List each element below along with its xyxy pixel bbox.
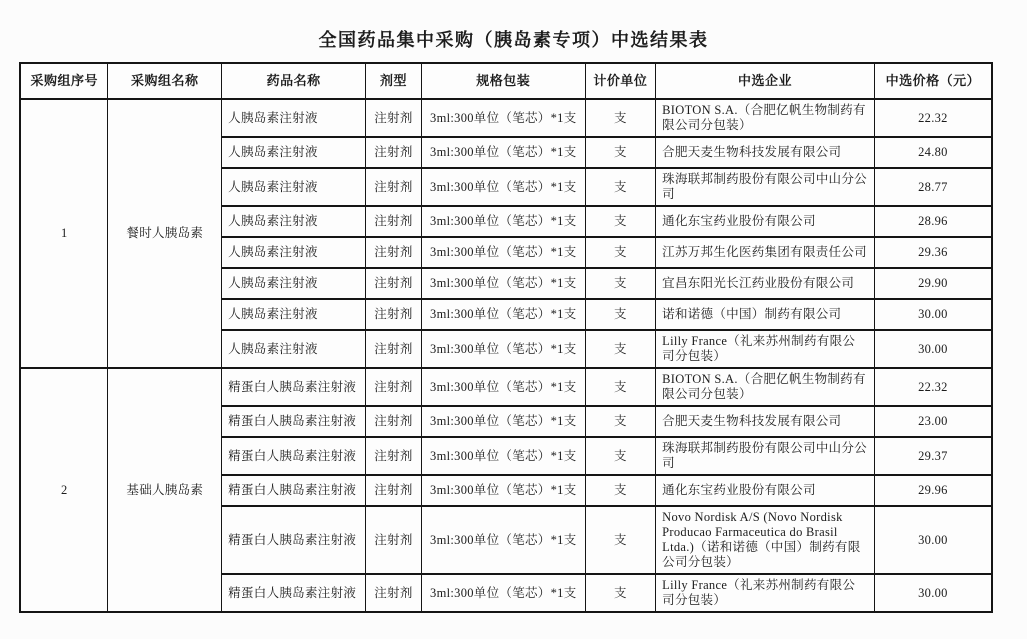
spec-package-cell: 3ml:300单位（笔芯）*1支 — [421, 368, 585, 406]
spec-package-cell: 3ml:300单位（笔芯）*1支 — [421, 206, 585, 237]
spec-package-cell: 3ml:300单位（笔芯）*1支 — [421, 406, 585, 437]
pricing-unit-cell: 支 — [585, 99, 655, 137]
drug-name-cell: 精蛋白人胰岛素注射液 — [222, 368, 366, 406]
company-cell: 合肥天麦生物科技发展有限公司 — [656, 406, 875, 437]
group-name-cell: 餐时人胰岛素 — [108, 99, 222, 368]
dosage-form-cell: 注射剂 — [366, 330, 422, 368]
table-row — [20, 99, 992, 137]
drug-name-cell: 精蛋白人胰岛素注射液 — [222, 437, 366, 475]
drug-name-cell: 人胰岛素注射液 — [222, 99, 366, 137]
drug-name-cell: 人胰岛素注射液 — [222, 168, 366, 206]
dosage-form-cell: 注射剂 — [366, 299, 422, 330]
drug-name-cell: 精蛋白人胰岛素注射液 — [222, 406, 366, 437]
dosage-form-cell: 注射剂 — [366, 475, 422, 506]
group-seq-cell: 1 — [20, 99, 108, 368]
company-cell: Lilly France（礼来苏州制药有限公司分包装） — [656, 574, 875, 612]
pricing-unit-cell: 支 — [585, 268, 655, 299]
dosage-form-cell: 注射剂 — [366, 406, 422, 437]
spec-package-cell: 3ml:300单位（笔芯）*1支 — [421, 299, 585, 330]
header-spec-package: 规格包装 — [421, 63, 585, 99]
price-cell: 30.00 — [874, 299, 992, 330]
price-cell: 29.36 — [874, 237, 992, 268]
company-cell: 通化东宝药业股份有限公司 — [656, 206, 875, 237]
price-cell: 22.32 — [874, 368, 992, 406]
pricing-unit-cell: 支 — [585, 237, 655, 268]
spec-package-cell: 3ml:300单位（笔芯）*1支 — [421, 574, 585, 612]
price-cell: 29.96 — [874, 475, 992, 506]
dosage-form-cell: 注射剂 — [366, 168, 422, 206]
spec-package-cell: 3ml:300单位（笔芯）*1支 — [421, 237, 585, 268]
price-cell: 24.80 — [874, 137, 992, 168]
company-cell: 珠海联邦制药股份有限公司中山分公司 — [656, 437, 875, 475]
price-cell: 28.77 — [874, 168, 992, 206]
pricing-unit-cell: 支 — [585, 475, 655, 506]
pricing-unit-cell: 支 — [585, 506, 655, 574]
price-cell: 29.37 — [874, 437, 992, 475]
pricing-unit-cell: 支 — [585, 368, 655, 406]
header-drug-name: 药品名称 — [222, 63, 366, 99]
pricing-unit-cell: 支 — [585, 299, 655, 330]
dosage-form-cell: 注射剂 — [366, 368, 422, 406]
spec-package-cell: 3ml:300单位（笔芯）*1支 — [421, 137, 585, 168]
drug-name-cell: 人胰岛素注射液 — [222, 237, 366, 268]
pricing-unit-cell: 支 — [585, 206, 655, 237]
price-cell: 23.00 — [874, 406, 992, 437]
header-pricing-unit: 计价单位 — [585, 63, 655, 99]
results-table-body — [20, 99, 992, 612]
dosage-form-cell: 注射剂 — [366, 506, 422, 574]
spec-package-cell: 3ml:300单位（笔芯）*1支 — [421, 475, 585, 506]
pricing-unit-cell: 支 — [585, 574, 655, 612]
page-title: 全国药品集中采购（胰岛素专项）中选结果表 — [318, 30, 709, 50]
group-name-cell: 基础人胰岛素 — [108, 368, 222, 612]
price-cell: 30.00 — [874, 574, 992, 612]
company-cell: BIOTON S.A.（合肥亿帆生物制药有限公司分包装） — [656, 99, 875, 137]
header-company: 中选企业 — [656, 63, 875, 99]
spec-package-cell: 3ml:300单位（笔芯）*1支 — [421, 506, 585, 574]
pricing-unit-cell: 支 — [585, 330, 655, 368]
company-cell: BIOTON S.A.（合肥亿帆生物制药有限公司分包装） — [656, 368, 875, 406]
company-cell: 合肥天麦生物科技发展有限公司 — [656, 137, 875, 168]
company-cell: 诺和诺德（中国）制药有限公司 — [656, 299, 875, 330]
pricing-unit-cell: 支 — [585, 406, 655, 437]
company-cell: Novo Nordisk A/S (Novo Nordisk Producao Farmaceutica do Brasil Ltda.)（诺和诺德（中国）制药有限公司分包装） — [656, 506, 875, 574]
spec-package-cell: 3ml:300单位（笔芯）*1支 — [421, 99, 585, 137]
price-cell: 30.00 — [874, 506, 992, 574]
drug-name-cell: 人胰岛素注射液 — [222, 268, 366, 299]
dosage-form-cell: 注射剂 — [366, 437, 422, 475]
table-row — [20, 368, 992, 406]
results-table — [19, 62, 993, 613]
group-seq-cell: 2 — [20, 368, 108, 612]
drug-name-cell: 人胰岛素注射液 — [222, 330, 366, 368]
dosage-form-cell: 注射剂 — [366, 206, 422, 237]
drug-name-cell: 人胰岛素注射液 — [222, 299, 366, 330]
spec-package-cell: 3ml:300单位（笔芯）*1支 — [421, 437, 585, 475]
price-cell: 29.90 — [874, 268, 992, 299]
dosage-form-cell: 注射剂 — [366, 574, 422, 612]
price-cell: 28.96 — [874, 206, 992, 237]
spec-package-cell: 3ml:300单位（笔芯）*1支 — [421, 330, 585, 368]
spec-package-cell: 3ml:300单位（笔芯）*1支 — [421, 268, 585, 299]
company-cell: 通化东宝药业股份有限公司 — [656, 475, 875, 506]
price-cell: 22.32 — [874, 99, 992, 137]
company-cell: Lilly France（礼来苏州制药有限公司分包装） — [656, 330, 875, 368]
drug-name-cell: 人胰岛素注射液 — [222, 137, 366, 168]
spec-package-cell: 3ml:300单位（笔芯）*1支 — [421, 168, 585, 206]
drug-name-cell: 人胰岛素注射液 — [222, 206, 366, 237]
drug-name-cell: 精蛋白人胰岛素注射液 — [222, 506, 366, 574]
company-cell: 珠海联邦制药股份有限公司中山分公司 — [656, 168, 875, 206]
dosage-form-cell: 注射剂 — [366, 268, 422, 299]
pricing-unit-cell: 支 — [585, 437, 655, 475]
header-group-name: 采购组名称 — [108, 63, 222, 99]
header-dosage-form: 剂型 — [366, 63, 422, 99]
drug-name-cell: 精蛋白人胰岛素注射液 — [222, 475, 366, 506]
header-price: 中选价格（元） — [874, 63, 992, 99]
dosage-form-cell: 注射剂 — [366, 237, 422, 268]
drug-name-cell: 精蛋白人胰岛素注射液 — [222, 574, 366, 612]
company-cell: 宜昌东阳光长江药业股份有限公司 — [656, 268, 875, 299]
price-cell: 30.00 — [874, 330, 992, 368]
pricing-unit-cell: 支 — [585, 168, 655, 206]
company-cell: 江苏万邦生化医药集团有限责任公司 — [656, 237, 875, 268]
pricing-unit-cell: 支 — [585, 137, 655, 168]
table-header-row — [20, 63, 992, 99]
header-group-seq: 采购组序号 — [20, 63, 108, 99]
dosage-form-cell: 注射剂 — [366, 137, 422, 168]
dosage-form-cell: 注射剂 — [366, 99, 422, 137]
